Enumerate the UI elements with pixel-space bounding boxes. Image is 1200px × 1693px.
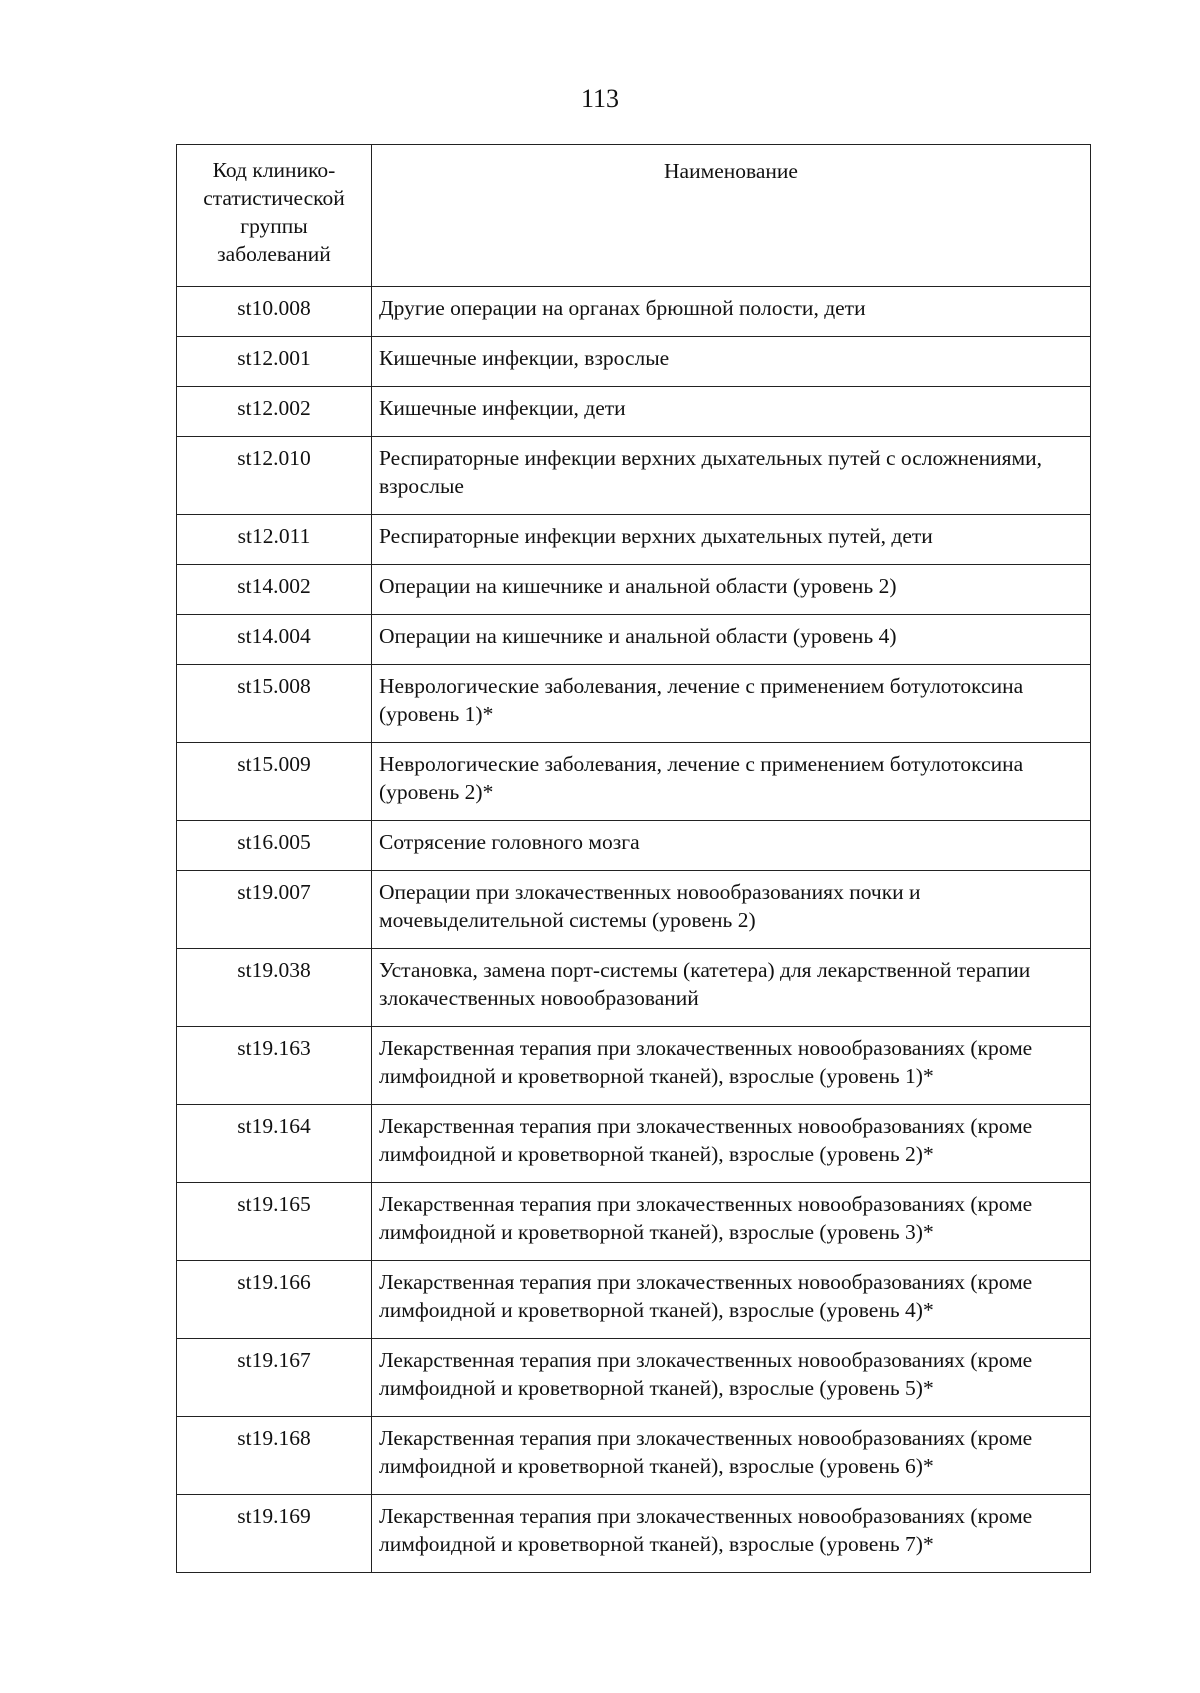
row-name: Лекарственная терапия при злокачественных новообразованиях (кроме лимфоидной и кроветворной тканей), взрослые (уровень 1)* — [372, 1027, 1091, 1105]
table-row — [177, 515, 1091, 565]
table-row — [177, 743, 1091, 821]
header-code: Код клинико-статистической группы заболеваний — [177, 145, 372, 287]
table-row — [177, 1495, 1091, 1573]
row-code: st19.007 — [177, 871, 372, 949]
row-code: st12.011 — [177, 515, 372, 565]
row-name: Сотрясение головного мозга — [372, 821, 1091, 871]
table-row — [177, 1339, 1091, 1417]
row-code: st15.008 — [177, 665, 372, 743]
row-name: Лекарственная терапия при злокачественных новообразованиях (кроме лимфоидной и кроветворной тканей), взрослые (уровень 6)* — [372, 1417, 1091, 1495]
row-code: st19.163 — [177, 1027, 372, 1105]
table-row — [177, 1027, 1091, 1105]
row-name: Лекарственная терапия при злокачественных новообразованиях (кроме лимфоидной и кроветворной тканей), взрослые (уровень 3)* — [372, 1183, 1091, 1261]
row-name: Установка, замена порт-системы (катетера) для лекарственной терапии злокачественных новообразований — [372, 949, 1091, 1027]
row-code: st19.164 — [177, 1105, 372, 1183]
row-name: Кишечные инфекции, взрослые — [372, 337, 1091, 387]
row-code: st12.001 — [177, 337, 372, 387]
row-code: st19.169 — [177, 1495, 372, 1573]
row-code: st19.167 — [177, 1339, 372, 1417]
row-name: Респираторные инфекции верхних дыхательных путей с осложнениями, взрослые — [372, 437, 1091, 515]
table-row — [177, 565, 1091, 615]
row-name: Респираторные инфекции верхних дыхательных путей, дети — [372, 515, 1091, 565]
table-row — [177, 387, 1091, 437]
table-row — [177, 1183, 1091, 1261]
row-name: Операции при злокачественных новообразованиях почки и мочевыделительной системы (уровень 2) — [372, 871, 1091, 949]
table-row — [177, 871, 1091, 949]
row-name: Неврологические заболевания, лечение с применением ботулотоксина (уровень 2)* — [372, 743, 1091, 821]
row-code: st15.009 — [177, 743, 372, 821]
row-name: Другие операции на органах брюшной полости, дети — [372, 287, 1091, 337]
row-code: st16.005 — [177, 821, 372, 871]
table-row — [177, 437, 1091, 515]
table-header-row — [177, 145, 1091, 287]
row-name: Лекарственная терапия при злокачественных новообразованиях (кроме лимфоидной и кроветворной тканей), взрослые (уровень 4)* — [372, 1261, 1091, 1339]
row-code: st12.010 — [177, 437, 372, 515]
table-row — [177, 665, 1091, 743]
row-name: Кишечные инфекции, дети — [372, 387, 1091, 437]
row-code: st19.165 — [177, 1183, 372, 1261]
row-code: st19.166 — [177, 1261, 372, 1339]
table-row — [177, 1417, 1091, 1495]
row-code: st14.004 — [177, 615, 372, 665]
row-name: Лекарственная терапия при злокачественных новообразованиях (кроме лимфоидной и кроветворной тканей), взрослые (уровень 5)* — [372, 1339, 1091, 1417]
table-row — [177, 1105, 1091, 1183]
page-number: 113 — [580, 84, 620, 113]
row-code: st12.002 — [177, 387, 372, 437]
row-name: Неврологические заболевания, лечение с применением ботулотоксина (уровень 1)* — [372, 665, 1091, 743]
row-code: st19.038 — [177, 949, 372, 1027]
table-row — [177, 821, 1091, 871]
row-name: Лекарственная терапия при злокачественных новообразованиях (кроме лимфоидной и кроветворной тканей), взрослые (уровень 2)* — [372, 1105, 1091, 1183]
table-row — [177, 337, 1091, 387]
row-name: Операции на кишечнике и анальной области (уровень 2) — [372, 565, 1091, 615]
row-code: st10.008 — [177, 287, 372, 337]
table-row — [177, 615, 1091, 665]
header-name: Наименование — [372, 145, 1091, 287]
table-row — [177, 949, 1091, 1027]
table-row — [177, 287, 1091, 337]
table-row — [177, 1261, 1091, 1339]
row-code: st19.168 — [177, 1417, 372, 1495]
row-name: Операции на кишечнике и анальной области (уровень 4) — [372, 615, 1091, 665]
code-table — [176, 144, 1091, 1573]
row-code: st14.002 — [177, 565, 372, 615]
row-name: Лекарственная терапия при злокачественных новообразованиях (кроме лимфоидной и кроветворной тканей), взрослые (уровень 7)* — [372, 1495, 1091, 1573]
